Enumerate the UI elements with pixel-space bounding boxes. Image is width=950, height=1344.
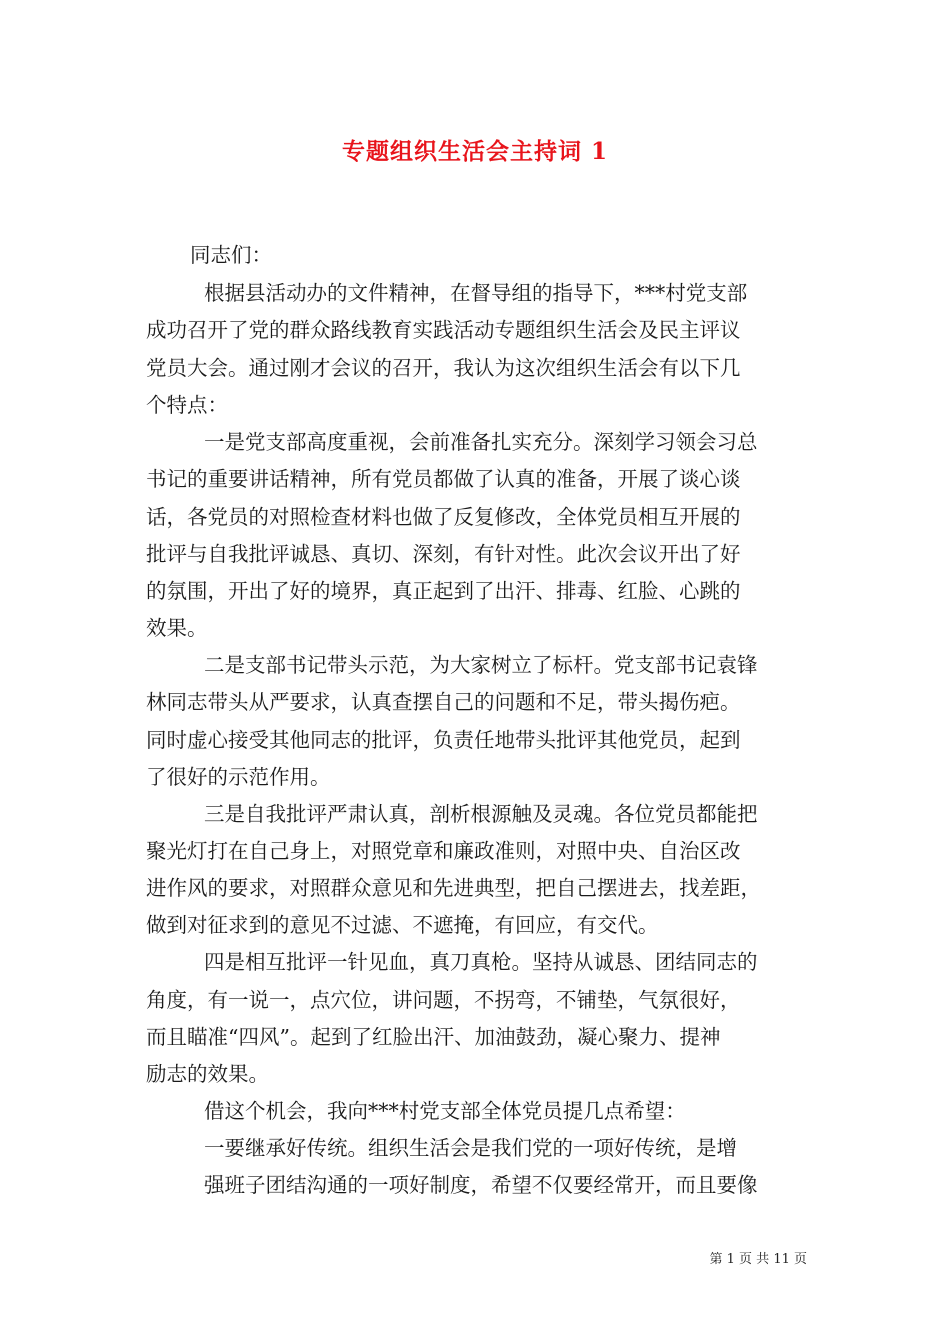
text-line: 而且瞄准“四风”。起到了红脸出汗、加油鼓劲，凝心聚力、提神: [146, 1025, 721, 1049]
text-line: 一要继承好传统。组织生活会是我们党的一项好传统，是增: [204, 1136, 737, 1160]
text-line: 根据县活动办的文件精神，在督导组的指导下，***村党支部: [204, 281, 748, 305]
text-line: 了很好的示范作用。: [146, 765, 331, 789]
text-line: 一是党支部高度重视，会前准备扎实充分。深刻学习领会习总: [204, 430, 758, 454]
text-line: 的氛围，开出了好的境界，真正起到了出汗、排毒、红脸、心跳的: [146, 579, 741, 603]
text-line: 党员大会。通过刚才会议的召开，我认为这次组织生活会有以下几: [146, 356, 741, 380]
text-line: 四是相互批评一针见血，真刀真枪。坚持从诚恳、团结同志的: [204, 950, 758, 974]
text-line: 话，各党员的对照检查材料也做了反复修改，全体党员相互开展的: [146, 505, 741, 529]
text-line: 励志的效果。: [146, 1062, 269, 1086]
text-line: 同时虚心接受其他同志的批评，负责任地带头批评其他党员，起到: [146, 728, 741, 752]
text-line: 三是自我批评严肃认真，剖析根源触及灵魂。各位党员都能把: [204, 802, 758, 826]
text-line: 成功召开了党的群众路线教育实践活动专题组织生活会及民主评议: [146, 318, 741, 342]
text-line: 林同志带头从严要求，认真查摆自己的问题和不足，带头揭伤疤。: [146, 690, 741, 714]
text-line: 进作风的要求，对照群众意见和先进典型，把自己摆进去，找差距，: [146, 876, 761, 900]
text-line: 批评与自我批评诚恳、真切、深刻，有针对性。此次会议开出了好: [146, 542, 741, 566]
text-line: 书记的重要讲话精神，所有党员都做了认真的准备，开展了谈心谈: [146, 467, 741, 491]
text-line: 同志们：: [190, 243, 272, 267]
text-line: 借这个机会，我向***村党支部全体党员提几点希望：: [204, 1099, 686, 1123]
text-line: 聚光灯打在自己身上，对照党章和廉政准则，对照中央、自治区改: [146, 839, 741, 863]
text-line: 做到对征求到的意见不过滤、不遮掩，有回应，有交代。: [146, 913, 659, 937]
document-title: 专题组织生活会主持词 1: [341, 138, 608, 165]
text-line: 角度，有一说一，点穴位，讲问题，不拐弯，不铺垫，气氛很好，: [146, 988, 741, 1012]
text-line: 强班子团结沟通的一项好制度，希望不仅要经常开，而且要像: [204, 1173, 758, 1197]
text-line: 个特点：: [146, 393, 228, 417]
text-line: 效果。: [146, 616, 208, 640]
text-line: 二是支部书记带头示范，为大家树立了标杆。党支部书记袁锋: [204, 653, 758, 677]
page-indicator: 第 1 页 共 11 页: [709, 1252, 807, 1267]
